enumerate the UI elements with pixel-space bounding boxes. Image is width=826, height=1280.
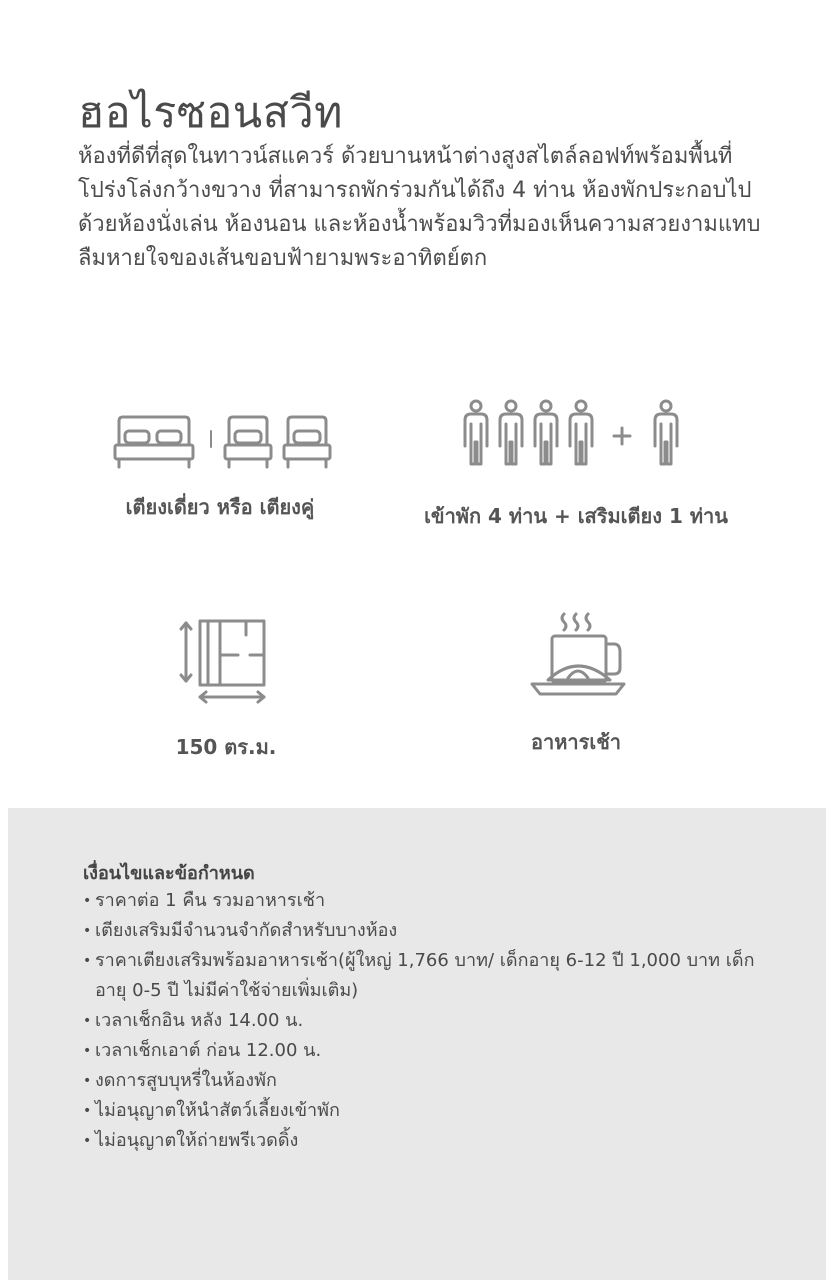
terms-item: • ราคาต่อ 1 คืน รวมอาหารเช้า: [83, 886, 783, 916]
terms-item: • ไม่อนุญาตให้ถ่ายพรีเวดดิ้ง: [83, 1126, 783, 1156]
feature-bed-label: เตียงเดี่ยว หรือ เตียงคู่: [125, 495, 315, 519]
room-description: ห้องที่ดีที่สุดในทาวน์สแควร์ ด้วยบานหน้าต่างสูงสไตล์ลอฟท์พร้อมพื้นที่โปร่งโล่งกว้างขวาง ที่สามารถพักร่วมกันได้ถึง 4 ท่าน ห้องพักประกอบไปด้วยห้องนั่งเล่น ห้องนอน และห้องน้ำพร้อมวิวที่มองเห็นความสวยงามแทบลืมหายใจของเส้นขอบฟ้ายามพระอาทิตย์ตก: [78, 144, 761, 271]
floor-plan-icon: [176, 615, 276, 707]
terms-item: • เวลาเช็กอิน หลัง 14.00 น.: [83, 1006, 783, 1036]
terms-item: • ไม่อนุญาตให้นำสัตว์เลี้ยงเข้าพัก: [83, 1096, 783, 1126]
feature-bed: [100, 405, 340, 523]
terms-panel: [8, 808, 826, 1280]
feature-size: [126, 615, 326, 763]
terms-list: [83, 886, 783, 1156]
terms-item: • เวลาเช็กเอาต์ ก่อน 12.00 น.: [83, 1036, 783, 1066]
terms-title: เงื่อนไขและข้อกำหนด: [83, 863, 255, 884]
feature-breakfast-label: อาหารเช้า: [530, 730, 622, 754]
feature-size-label: 150 ตร.ม.: [175, 735, 277, 759]
guests-icon: [456, 398, 696, 478]
terms-item: • ราคาเตียงเสริมพร้อมอาหารเช้า(ผู้ใหญ่ 1,766 บาท/ เด็กอายุ 6-12 ปี 1,000 บาท เด็กอายุ 0-5 ปี ไม่มีค่าใช้จ่ายเพิ่มเติม): [83, 946, 783, 1006]
terms-item: • งดการสูบบุหรี่ในห้องพัก: [83, 1066, 783, 1096]
feature-guests: [406, 398, 746, 532]
feature-guests-label: เข้าพัก 4 ท่าน + เสริมเตียง 1 ท่าน: [424, 504, 728, 528]
breakfast-icon: [526, 610, 626, 710]
bed-icon: [105, 405, 335, 477]
page-title: ฮอไรซอนสวีท: [78, 88, 343, 138]
feature-breakfast: [476, 610, 676, 758]
terms-item: • เตียงเสริมมีจำนวนจำกัดสำหรับบางห้อง: [83, 916, 783, 946]
